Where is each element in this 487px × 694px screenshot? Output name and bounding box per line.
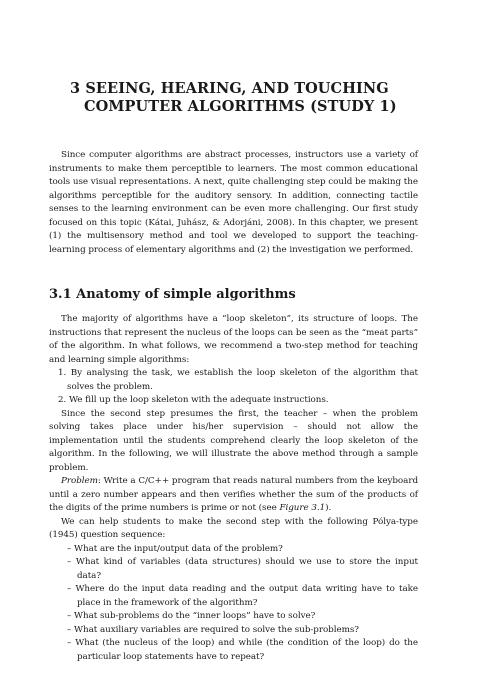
- problem-label: Problem: [61, 476, 98, 486]
- section-paragraph-3: We can help students to make the second step with the following Pólya-type (1945) question sequence:: [49, 516, 418, 540]
- problem-text: : Write a C/C++ program that reads natural numbers from the keyboard until a zero number appears and then verifies whether the sum of the products of the digits of the prime numbers is prime or not (see: [49, 476, 418, 513]
- figure-reference: Figure 3.1: [279, 503, 326, 513]
- section-paragraph-1: The majority of algorithms have a “loop skeleton”, its structure of loops. The instructions that represent the nucleus of the loops can be seen as the “meat parts” of the algorithm. In what follows, we recommend a two-step method for teaching and learning simple algorithms:: [49, 314, 418, 365]
- question-item-6: – What (the nucleus of the loop) and while (the condition of the loop) do the particular loop statements have to repeat?: [67, 638, 418, 662]
- section-title: 3.1 Anatomy of simple algorithms: [49, 287, 296, 302]
- problem-end: ).: [325, 503, 332, 513]
- intro-paragraph: Since computer algorithms are abstract processes, instructors use a variety of instruments to make them perceptible to learners. The most common educational tools use visual representations. A next, quite challenging step could be making the algorithms perceptible for the auditory sensory. In addition, connecting tactile senses to the learning environment can be even more challenging. Our first study focused on this topic (Kátai, Juhász, & Adorjáni, 2008). In this chapter, we present (1) the multisensory method and tool we developed to support the teaching-learning process of elementary algorithms and (2) the investigation we performed.: [49, 150, 418, 255]
- question-item-4: – What sub-problems do the “inner loops” have to solve?: [67, 611, 316, 621]
- question-item-2: – What kind of variables (data structures) should we use to store the input data?: [67, 557, 418, 581]
- chapter-title: [70, 80, 430, 116]
- chapter-title-line2: COMPUTER ALGORITHMS (STUDY 1): [84, 98, 397, 115]
- problem-paragraph: [49, 475, 418, 516]
- step-item-2: 2. We fill up the loop skeleton with the adequate instructions.: [58, 395, 329, 405]
- chapter-title-line1: 3 SEEING, HEARING, AND TOUCHING: [70, 80, 389, 97]
- question-item-3: – Where do the input data reading and the output data writing have to take place in the framework of the algorithm?: [67, 584, 418, 608]
- intro-block: [49, 149, 418, 257]
- section-body: [49, 313, 418, 664]
- step-item-1: 1. By analysing the task, we establish the loop skeleton of the algorithm that solves the problem.: [58, 368, 418, 392]
- question-item-1: – What are the input/output data of the problem?: [67, 543, 283, 554]
- question-item-5: – What auxiliary variables are required to solve the sub-problems?: [67, 624, 359, 635]
- section-paragraph-2: Since the second step presumes the first, the teacher – when the problem solving takes place under his/her supervision – should not allow the implementation until the students comprehend clearly the loop skeleton of the algorithm. In the following, we will illustrate the above method through a sample problem.: [49, 408, 418, 473]
